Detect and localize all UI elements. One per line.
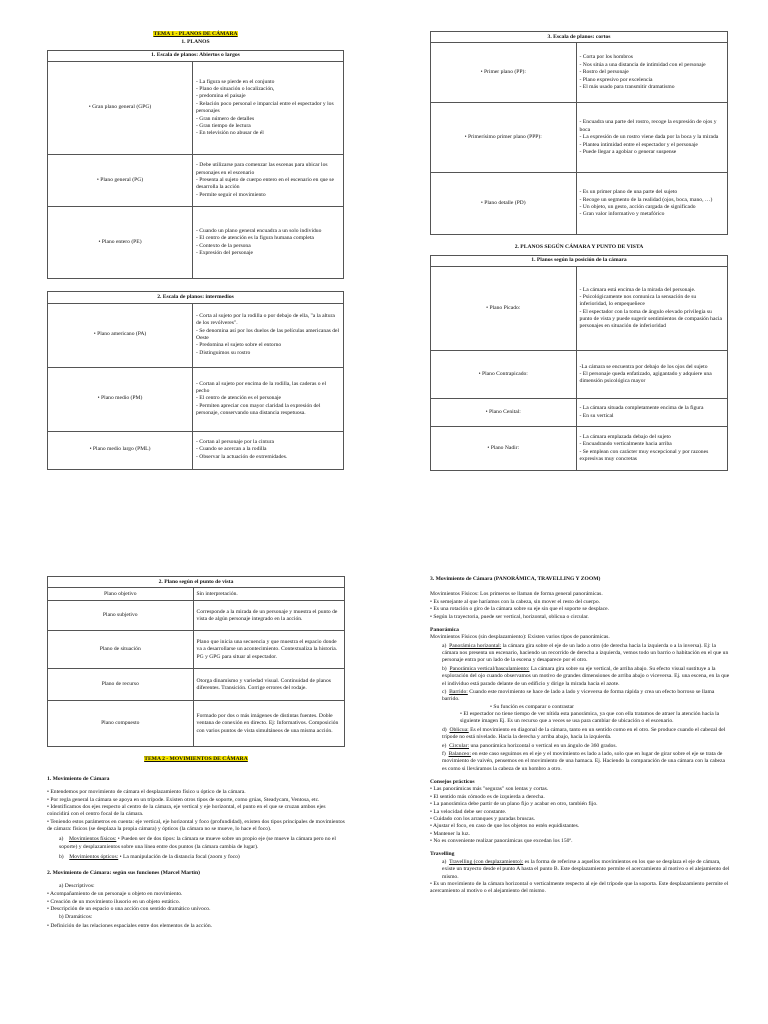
- barrido-text: Cuando este movimiento se hace de lado a lado y viceversa de forma rápida y crea un efecto borroso se llama barrido.: [442, 688, 715, 703]
- table-row: [431, 399, 728, 427]
- barrido-bullet-1: • Su función es comparar o contrastar: [490, 703, 574, 710]
- oblicua-text: Es el movimiento en diagonal de la cámara, tanto en un sentido como en el otro. Se produce cuando el cabezal del trípode no está nivelado. Hacia la derecha y arriba abajo, hacia la izquierda.: [442, 726, 726, 741]
- top-right-column: [430, 31, 728, 471]
- row-desc: - Corta al sujeto por la rodilla o por debajo de ella, "a la altura de los revólveres". - Se denomina así por los duelos de las películas americanas del Oeste - Predomina el sujeto sobre el entorno - Distinguimos su rostro: [193, 303, 344, 367]
- travelling-item: a) Travelling (con desplazamiento): es la forma de referirse a aquellos movimientos en los que se desplaza el eje de cámara, existe un trayecto desde el punto A hasta el punto B. Este desplazamiento permite el acercamiento al motivo o el alejamiento del mismo.: [442, 858, 730, 880]
- row-desc: - Encuadra una parte del rostro, recoge la expresión de ojos y boca - La expresión de un rostro viene dada por la boca y la mirada - Plantea intimidad entre el espectador y el personaje - Puede llegar a agobiar o generar suspense: [576, 103, 727, 173]
- row-label: • Primer plano (PP):: [431, 43, 577, 103]
- table-row: [48, 367, 344, 431]
- row-label: • Plano detalle (PD): [431, 173, 577, 235]
- table-row: [431, 103, 728, 173]
- descriptivos-list: • Acompañamiento de un personaje u objeto en movimiento. • Creación de un movimiento ilusorio en un objeto estático. • Descripción de un espacio o una acción con sentido dramático unívoco.: [47, 891, 211, 912]
- table-posicion-camara: [430, 255, 728, 471]
- row-desc: - Cortan al sujeto por encima de la rodilla, las caderas o el pecho - El centro de atención es el personaje - Permiten apreciar con mayor claridad la expresión del personaje, conservando una distancia respetuosa.: [193, 367, 344, 431]
- section-funciones-heading: 2. Movimiento de Cámara: según sus funciones (Marcel Martin): [47, 869, 200, 876]
- bottom-right-column: [430, 576, 730, 899]
- row-label: • Plano Nadir:: [431, 427, 577, 471]
- table-row: [48, 601, 345, 631]
- row-label: • Plano Cenital:: [431, 399, 577, 427]
- table-header: 3. Escala de planos: cortos: [431, 32, 728, 43]
- pan-vertical-text: La cámara gira sobre su eje vertical, de arriba abajo. Su efecto visual sustituye a la exploración del ojo cuando observamos un motivo de grandes dimensiones de arriba abajo o viceversa. Ej. una escena, en la que el individuo está parado delante de un edificio y dirige la mirada hacia el azote.: [442, 665, 730, 687]
- travelling-heading: Travelling: [430, 851, 455, 858]
- fisicos-item: a) Movimientos físicos: • Pueden ser de dos tipos: la cámara se mueve sobre un propio eje (se mueve la cámara pero no el soporte) y desplazamientos sobre una línea entre dos puntos (la cámara cambia de lugar).: [59, 836, 336, 850]
- row-desc: - Cortan al personaje por la cintura - Cuando se acercan a la rodilla - Observar la actuación de extremidades.: [193, 431, 344, 469]
- row-label: • Plano medio largo (PML): [48, 431, 193, 469]
- row-label: • Plano general (PG): [48, 155, 193, 207]
- table-row: [48, 701, 345, 747]
- tema1-title-wrap: [47, 31, 344, 38]
- row-desc: - Corta por los hombros - Nos sitúa a una distancia de intimidad con el personaje - Rostro del personaje - Plano expresivo por excelencia - El más usado para transmitir dramatismo: [576, 43, 727, 103]
- pan-horizontal-text: la cámara gira sobre el eje de un lado a otro (de derecha hacia la izquierda o a la inversa). Ej: la cámara nos presenta un escenario, haciendo un recorrido de derecha a izquierda, vemos todo un barrio o habitación en el que un personaje entra por un lado de la escena y desaparece por el otro.: [442, 642, 729, 664]
- opticos-text: • La manipulación de la distancia focal (zoom y foco): [118, 854, 240, 861]
- circular-item: e) Circular: una panorámica horizontal o vertical en un ángulo de 360 grados.: [442, 742, 617, 749]
- row-desc: Corresponde a la mirada de un personaje y muestra el punto de vista de algún personaje integrado en la acción.: [193, 601, 344, 631]
- fisicos-term: Movimientos físicos:: [68, 836, 117, 843]
- tema2-title-wrap: [47, 756, 345, 763]
- row-label: Plano subjetivo: [48, 601, 194, 631]
- tema1-title: TEMA 1 - PLANOS DE CÁMARA: [153, 31, 238, 37]
- table-row: [48, 588, 345, 601]
- top-left-column: [47, 31, 344, 470]
- descriptivos-heading: a) Descriptivos:: [59, 882, 95, 889]
- pan-horizontal-item: a) Panorámica horizontal: la cámara gira sobre el eje de un lado a otro (de derecha hacia la izquierda o a la inversa). Ej: la cámara nos presenta un escenario, haciendo un recorrido de derecha a izquierda, vemos todo un barrio o habitación en el que un personaje entra por un lado de la escena y desaparece por el otro.: [442, 642, 729, 664]
- travelling-bullet: • Es un movimiento de la cámara horizontal o verticalmente respecto al eje del trípode que la soporta. Este desplazamiento permite el acercamiento al motivo o el alejamiento del mismo.: [430, 880, 729, 895]
- fisicos-intro: Movimientos Físicos: Los primeros se llaman de forma general panorámicas. • Es semejante al que haríamos con la cabeza, sin mover el resto del cuerpo. • Es una rotación o giro de la cámara sobre su eje sin que el soporte se desplace. • Según la trayectoria, puede ser vertical, horizontal, oblicua o circular.: [430, 591, 610, 620]
- table-punto-vista: [47, 576, 345, 747]
- row-desc: Formado por dos o más imágenes de distintas fuentes. Doble ventana de conexión en directo. Ej: Informativos. Composición con varios puntos de vista simultáneos de una misma acción.: [193, 701, 344, 747]
- tema2-intro: • Entendemos por movimiento de cámara el desplazamiento físico u óptico de la cámara. • Por regla general la cámara se apoya en un trípode. Existen otros tipos de soporte, como grúas, Steadycam, Ventosa, etc. • Identificamos dos ejes respecto al centro de la cámara, eje vertical y eje horizontal, el punto en el que se cruzan ambos ejes coincidirá con el centro focal de la cámara. • Teniendo estos parámetros en cuenta: eje vertical, eje horizontal y foco (profundidad), existen dos tipos principales de movimientos de cámara: físicos (se desplaza la propia cámara) y ópticos (la cámara no se mueve, lo hace el foco).: [47, 789, 345, 832]
- row-desc: Otorga dinamismo y variedad visual. Continuidad de planos diferentes. Transición. Corrige errores del rodaje.: [193, 669, 344, 701]
- row-desc: - La cámara emplazada debajo del sujeto - Encuadrando verticalmente hacia arriba - Se emplean con carácter muy excepcional y por razones expresivas muy concretas: [576, 427, 727, 471]
- dramaticos-heading: b) Dramáticos:: [59, 914, 93, 921]
- table-row: [431, 43, 728, 103]
- table-header: 1. Planos según la posición de la cámara: [431, 255, 728, 266]
- dramaticos-list: • Definición de las relaciones espaciales entre dos elementos de la acción.: [47, 922, 213, 929]
- row-label: • Plano Contrapicado:: [431, 351, 577, 399]
- table-row: [48, 631, 345, 669]
- row-label: Plano objetivo: [48, 588, 194, 601]
- row-label: Plano de situación: [48, 631, 194, 669]
- row-desc: - La figura se pierde en el conjunto - Plano de situación o localización, - predomina el paisaje - Relación poco personal e imparcial entre el espectador y los personajes - Gran número de detalles - Gran tiempo de lectura - En televisión no abusar de él: [193, 62, 344, 155]
- consejos-list: • Las panorámicas más "seguras" son lentas y cortas. • El sentido más cómodo es de izquierda a derecha. • La panorámica debe partir de un plano fijo y acabar en otro, también fijo. • La velocidad debe ser constante. • Cuidado con los arranques y paradas bruscas. • Ajustar el foco, en caso de que los objetos no estén equidistantes. • Mantener la luz. • No es conveniente realizar panorámicas que excedan los 150º.: [430, 786, 598, 844]
- table-planos-cortos: [430, 31, 728, 235]
- row-label: • Gran plano general (GPG): [48, 62, 193, 155]
- oblicua-term: Oblicua:: [449, 726, 469, 733]
- table-header: 1. Escala de planos: Abiertos o largos: [48, 50, 344, 61]
- table-row: [48, 207, 344, 279]
- row-label: Plano compuesto: [48, 701, 194, 747]
- pan-horizontal-term: Panorámica horizontal:: [449, 642, 502, 649]
- barrido-item: c) Barrido: Cuando este movimiento se hace de lado a lado y viceversa de forma rápida y crea un efecto borroso se llama barrido.: [442, 688, 715, 703]
- circular-text: una panorámica horizontal o vertical en un ángulo de 360 grados.: [469, 742, 617, 749]
- row-desc: - La cámara está encima de la mirada del personaje. - Psicológicamente nos comunica la sensación de su inferioridad, lo empequeñece - El espectador con la toma de ángulo elevado privilegia su punto de vista y puede sugerir sentimientos de compasión hacia personajes en situación de inferioridad: [576, 267, 727, 351]
- panoramica-heading: Panorámica: [430, 626, 459, 633]
- table-row: [431, 267, 728, 351]
- oblicua-item: d) Oblicua: Es el movimiento en diagonal de la cámara, tanto en un sentido como en el otro. Se produce cuando el cabezal del trípode no está nivelado. Hacia la derecha y arriba abajo, hacia la izquierda.: [442, 726, 726, 741]
- table-row: [48, 669, 345, 701]
- barrido-term: Barrido:: [449, 688, 468, 695]
- table-row: [431, 173, 728, 235]
- opticos-term: Movimientos ópticos:: [69, 854, 119, 861]
- section-panoramica-travelling-zoom-heading: 3. Movimiento de Cámara (PANORÁMICA, TRAVELLING Y ZOOM): [430, 576, 601, 582]
- bottom-left-column: [47, 576, 345, 933]
- row-desc: Sin interpretación.: [193, 588, 344, 601]
- table-row: [431, 351, 728, 399]
- section-camara-punto-vista-heading: 2. PLANOS SEGÚN CÁMARA Y PUNTO DE VISTA: [514, 244, 644, 251]
- circular-term: Circular:: [449, 742, 470, 749]
- row-label: • Plano entero (PE): [48, 207, 193, 279]
- section-planos-heading: 1. PLANOS: [181, 39, 210, 46]
- row-desc: Plano que inicia una secuencia y que muestra el espacio donde va a desarrollarse un acontecimiento. Contextualiza la historia. PG y GPG para situar al espectador.: [193, 631, 344, 669]
- travelling-term: Travelling (con desplazamiento):: [449, 858, 524, 865]
- table-row: [48, 431, 344, 469]
- row-desc: - Debe utilizarse para comenzar las escenas para ubicar los personajes en el escenario - Presenta al sujeto de cuerpo entero en el escenario en que se desarrolla la acción - Permite seguir el movimiento: [193, 155, 344, 207]
- row-label: • Plano americano (PA): [48, 303, 193, 367]
- travelling-text: es la forma de referirse a aquellos movimientos en los que se desplaza el eje de cámara, existe un trayecto desde el punto A hasta el punto B. Este desplazamiento permite el acercamiento al motivo o el alejamiento del mismo.: [442, 858, 730, 880]
- balanceo-term: Balanceo:: [448, 750, 471, 757]
- pan-vertical-item: b) Panorámica vertical/basculamiento: La cámara gira sobre su eje vertical, de arriba abajo. Su efecto visual sustituye a la exploración del ojo cuando observamos un motivo de grandes dimensiones de arriba abajo o viceversa. Ej. una escena, en la que el individuo está parado delante de un edificio y dirige la mirada hacia el azote.: [442, 665, 730, 687]
- table-row: [48, 155, 344, 207]
- row-label: Plano de recurso: [48, 669, 194, 701]
- balanceo-item: f) Balanceo: en este caso seguimos en el eje y el movimiento es lado a lado, solo que en lugar de girar sobre el eje se trata de movimiento de vaivén, pensemos en el movimiento de una hamaca. Ej. Haciendo la comparación de una cámara con la cabeza es como si lleváramos la cabeza de un hombro a otro.: [442, 750, 725, 772]
- row-desc: - Es un primer plano de una parte del sujeto - Recoge un segmento de la realidad (ojos, boca, mano, …) - Un objeto, un gesto, acción cargada de significado - Gran valor informativo y metafórico: [576, 173, 727, 235]
- barrido-bullet-2: • El espectador no tiene tiempo de ver nítida esta panorámica, ya que con ella tratamos de atraer la atención hacia la siguiente imagen Ej. Es un recurso que a veces se usa para cambiar de ubicación o el escenario.: [460, 711, 720, 725]
- row-label: • Plano Picado:: [431, 267, 577, 351]
- row-label: • Plano medio (PM): [48, 367, 193, 431]
- row-desc: -La cámara se encuentra por debajo de los ojos del sujeto - El personaje queda enfatizado, agigantado y adquiere una dimensión psicológica mayor: [576, 351, 727, 399]
- balanceo-text: en este caso seguimos en el eje y el movimiento es lado a lado, solo que en lugar de girar sobre el eje se trata de movimiento de vaivén, pensemos en el movimiento de una hamaca. Ej. Haciendo la comparación de una cámara con la cabeza es como si lleváramos la cabeza de un hombro a otro.: [442, 750, 725, 772]
- section-movimiento-camara-heading: 1. Movimiento de Cámara: [47, 775, 110, 782]
- tema2-title: TEMA 2 - MOVIMIENTOS DE CÁMARA: [144, 756, 248, 763]
- table-header: 2. Escala de planos: intermedios: [48, 292, 344, 303]
- row-label: • Primerísimo primer plano (PPP):: [431, 103, 577, 173]
- table-header: 2. Plano según el punto de vista: [48, 577, 345, 588]
- table-row: [48, 303, 344, 367]
- row-desc: - Cuando un plano general encuadra a un solo individuo - El centro de atención es la figura humana completa - Contexto de la persona - Expresión del personaje: [193, 207, 344, 279]
- table-row: [48, 62, 344, 155]
- table-planos-abiertos: [47, 50, 344, 279]
- table-planos-intermedios: [47, 291, 344, 469]
- panoramica-intro: Movimientos Físicos (sin desplazamiento): Existen varios tipos de panorámicas.: [430, 634, 610, 641]
- pan-vertical-term: Panorámica vertical/basculamiento:: [449, 665, 530, 672]
- table-row: [431, 427, 728, 471]
- row-desc: - La cámara situada completamente encima de la figura - En su vertical: [576, 399, 727, 427]
- fisicos-text: • Pueden ser de dos tipos: la cámara se mueve sobre un propio eje (se mueve la cámara pero no el soporte) y desplazamientos sobre una línea entre dos puntos (la cámara cambia de lugar).: [59, 836, 336, 850]
- opticos-item: b) Movimientos ópticos: • La manipulación de la distancia focal (zoom y foco): [59, 854, 240, 861]
- consejos-heading: Consejos prácticos: [430, 779, 475, 785]
